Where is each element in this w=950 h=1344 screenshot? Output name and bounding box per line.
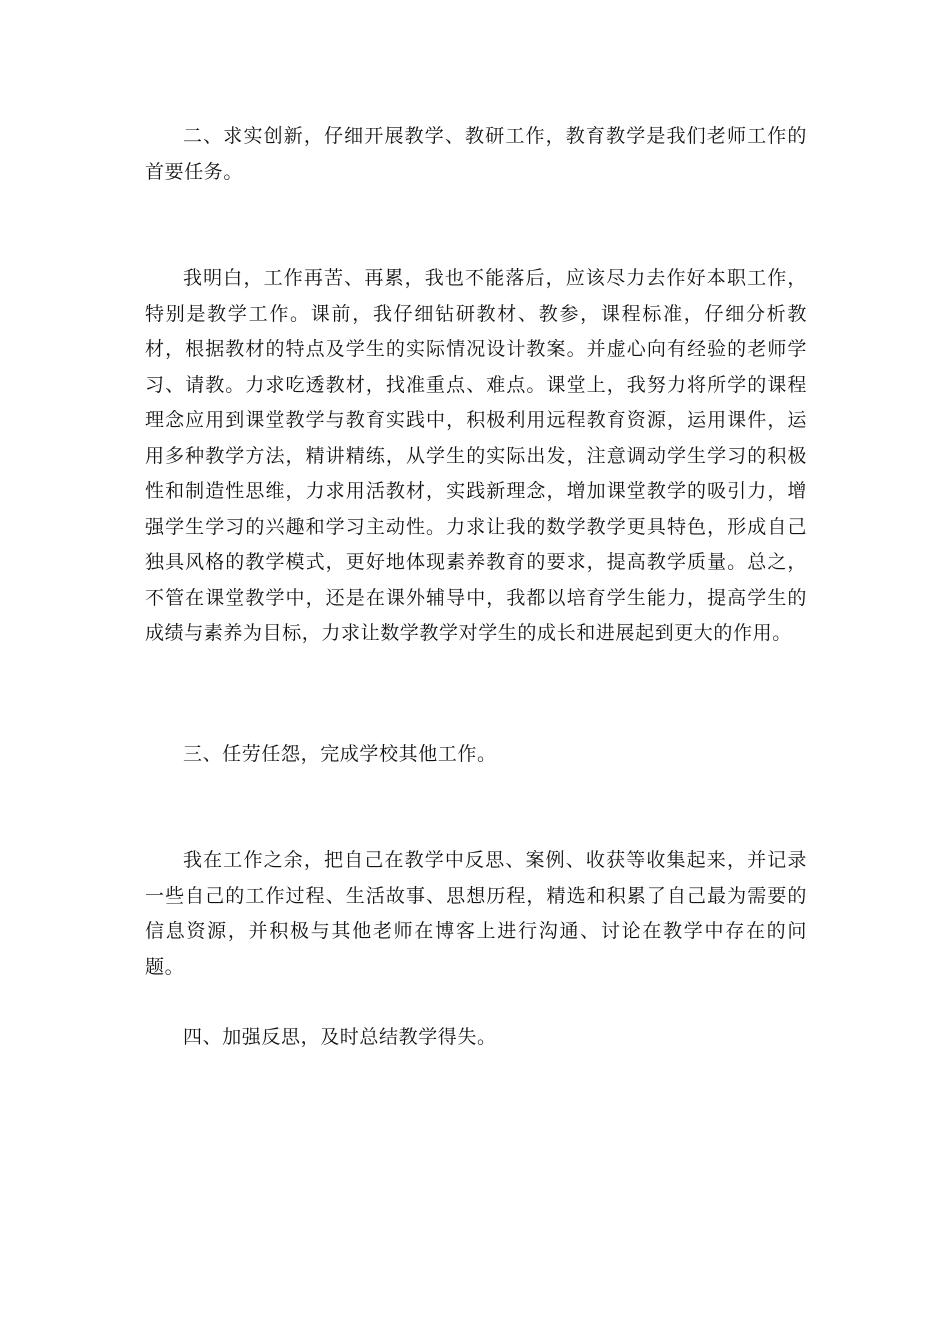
section-heading-four: 四、加强反思，及时总结教学得失。: [183, 1026, 497, 1048]
body-paragraph-teaching: 我明白，工作再苦、再累，我也不能落后，应该尽力去作好本职工作，特别是教学工作。课前，我仔细钻研教材、教参，课程标准，仔细分析教材，根据教材的特点及学生的实际情况设计教案。并虚心向有经验的老师学习、请教。力求吃透教材，找准重点、难点。课堂上，我努力将所学的课程理念应用到课堂教学与教育实践中，积极利用远程教育资源，运用课件，运用多种教学方法，精讲精练，从学生的实际出发，注意调动学生学习的积极性和制造性思维，力求用活教材，实践新理念，增加课堂教学的吸引力，增强学生学习的兴趣和学习主动性。力求让我的数学教学更具特色，形成自己独具风格的教学模式，更好地体现素养教育的要求，提高教学质量。总之，不管在课堂教学中，还是在课外辅导中，我都以培育学生能力，提高学生的成绩与素养为目标，力求让数学教学对学生的成长和进展起到更大的作用。: [145, 267, 807, 644]
body-paragraph-reflection: 我在工作之余，把自己在教学中反思、案例、收获等收集起来，并记录一些自己的工作过程、生活故事、思想历程，精选和积累了自己最为需要的信息资源，并积极与其他老师在博客上进行沟通、讨论在教学中存在的问题。: [145, 849, 807, 978]
section-heading-two: 二、求实创新，仔细开展教学、教研工作，教育教学是我们老师工作的首要任务。: [145, 125, 807, 183]
section-heading-three: 三、任劳任怨，完成学校其他工作。: [183, 743, 497, 765]
